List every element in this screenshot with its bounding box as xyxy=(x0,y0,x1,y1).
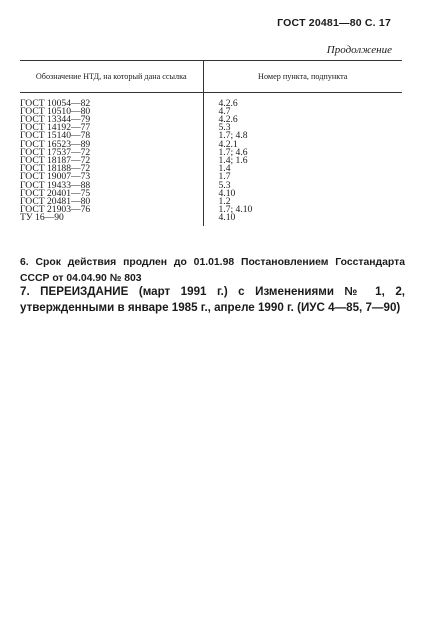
cell-ntd: ГОСТ 16523—89 xyxy=(20,141,203,149)
cell-ntd: ГОСТ 10054—82 xyxy=(20,100,203,108)
cell-ntd: ГОСТ 10510—80 xyxy=(20,108,203,116)
cell-clause: 5.3 xyxy=(218,122,231,134)
cell-clause: 1.2 xyxy=(218,195,231,207)
cell-clause: 4.2.6 xyxy=(218,113,238,125)
header-ntd: Обозначение НТД, на который дана ссылка xyxy=(20,61,203,93)
cell-ntd: ТУ 16—90 xyxy=(20,214,203,225)
reference-table xyxy=(20,60,402,226)
cell-ntd: ГОСТ 15140—78 xyxy=(20,132,203,140)
cell-clause: 5.3 xyxy=(218,179,231,191)
cell-clause: 1.4; 1.6 xyxy=(218,154,248,166)
cell-clause: 1.7; 4.10 xyxy=(218,204,253,216)
cell-clause: 1.7 xyxy=(218,171,231,183)
page-header: ГОСТ 20481—80 С. 17 xyxy=(277,17,391,29)
cell-ntd: ГОСТ 14192—77 xyxy=(20,124,203,132)
note-6: 6. Срок действия продлен до 01.01.98 Постановлением Госстандарта СССР от 04.04.90 № 803 xyxy=(20,257,405,284)
cell-ntd: ГОСТ 21903—76 xyxy=(20,206,203,214)
cell-ntd: ГОСТ 19007—73 xyxy=(20,173,203,181)
table-row xyxy=(20,206,402,214)
cell-clause: 4.7 xyxy=(218,105,231,117)
cell-ntd: ГОСТ 19433—88 xyxy=(20,182,203,190)
cell-clause: 1.4 xyxy=(218,163,231,175)
cell-ntd: ГОСТ 20481—80 xyxy=(20,198,203,206)
header-clause: Номер пункта, подпункта xyxy=(203,61,402,93)
cell-clause: 4.2.1 xyxy=(218,138,238,150)
cell-ntd: ГОСТ 17537—72 xyxy=(20,149,203,157)
continuation-label: Продолжение xyxy=(326,44,392,56)
table-row xyxy=(20,214,402,225)
cell-clause: 4.2.6 xyxy=(218,97,238,109)
cell-clause: 4.10 xyxy=(218,212,236,224)
cell-clause: 1.7; 4.6 xyxy=(218,146,248,158)
note-7: 7. ПЕРЕИЗДАНИЕ (март 1991 г.) с Изменениями № 1, 2, утвержденными в январе 1985 г., апреле 1990 г. (ИУС 4—85, 7—90) xyxy=(20,285,405,314)
table-header-row xyxy=(20,61,402,93)
cell-ntd: ГОСТ 20401—75 xyxy=(20,190,203,198)
cell-ntd: ГОСТ 18187—72 xyxy=(20,157,203,165)
cell-clause: 4.10 xyxy=(218,187,236,199)
cell-ntd: ГОСТ 13344—79 xyxy=(20,116,203,124)
cell-ntd: ГОСТ 18188—72 xyxy=(20,165,203,173)
cell-clause: 1.7; 4.8 xyxy=(218,130,248,142)
